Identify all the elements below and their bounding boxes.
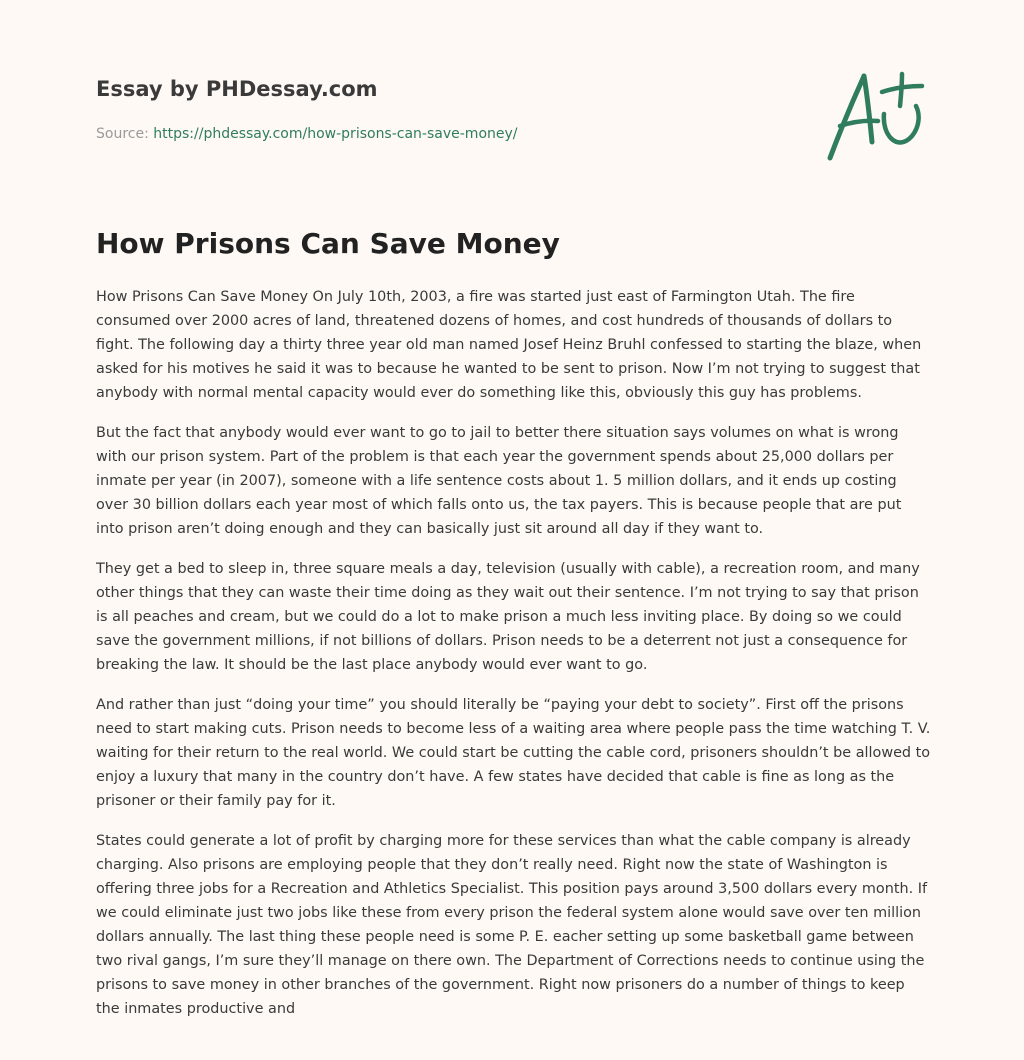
- essay-paragraph: States could generate a lot of profit by charging more for these services than what the cable company is already charging. Also prisons are employing people that they don’t really need. Right now the state of Washington is offering three jobs for a Recreation and Athletics Specialist. This position pays around 3,500 dollars every month. If we could eliminate just two jobs like these from every prison the federal system alone would save over ten million dollars annually. The last thing these people need is some P. E. eacher setting up some basketball game between two rival gangs, I’m sure they’ll manage on there own. The Department of Corrections needs to continue using the prisons to save money in other branches of the government. Right now prisoners do a number of things to keep the inmates productive and: [96, 833, 928, 1017]
- source-line: [96, 124, 796, 144]
- essay-body: [96, 285, 932, 1037]
- a-plus-logo-icon: [820, 66, 930, 166]
- essay-paragraph: But the fact that anybody would ever want to go to jail to better there situation says volumes on what is wrong with our prison system. Part of the problem is that each year the government spends about 25,000 dollars per inmate per year (in 2007), someone with a life sentence costs about 1. 5 million dollars, and it ends up costing over 30 billion dollars each year most of which falls onto us, the tax payers. This is because people that are put into prison aren’t doing enough and they can basically just sit around all day if they want to.: [96, 425, 902, 537]
- essay-header: [96, 74, 796, 144]
- source-link[interactable]: https://phdessay.com/how-prisons-can-save-money/: [153, 126, 518, 142]
- source-label: Source:: [96, 126, 154, 142]
- essay-paragraph: How Prisons Can Save Money On July 10th, 2003, a fire was started just east of Farmington Utah. The fire consumed over 2000 acres of land, threatened dozens of homes, and cost hundreds of thousands of dollars to fight. The following day a thirty three year old man named Josef Heinz Bruhl confessed to starting the blaze, when asked for his motives he said it was to because he wanted to be sent to prison. Now I’m not trying to suggest that anybody with normal mental capacity would ever do something like this, obviously this guy has problems.: [96, 289, 922, 401]
- site-brand: Essay by PHDessay.com: [96, 77, 378, 101]
- essay-title: How Prisons Can Save Money: [96, 227, 560, 260]
- essay-paragraph: They get a bed to sleep in, three square meals a day, television (usually with cable), a recreation room, and many other things that they can waste their time doing as they wait out their sentence. I’m not trying to say that prison is all peaches and cream, but we could do a lot to make prison a much less inviting place. By doing so we could save the government millions, if not billions of dollars. Prison needs to be a deterrent not just a consequence for breaking the law. It should be the last place anybody would ever want to go.: [96, 561, 920, 673]
- essay-paragraph: And rather than just “doing your time” you should literally be “paying your debt to society”. First off the prisons need to start making cuts. Prison needs to become less of a waiting area where people pass the time watching T. V. waiting for their return to the real world. We could start be cutting the cable cord, prisoners shouldn’t be allowed to enjoy a luxury that many in the country don’t have. A few states have decided that cable is fine as long as the prisoner or their family pay for it.: [96, 697, 931, 809]
